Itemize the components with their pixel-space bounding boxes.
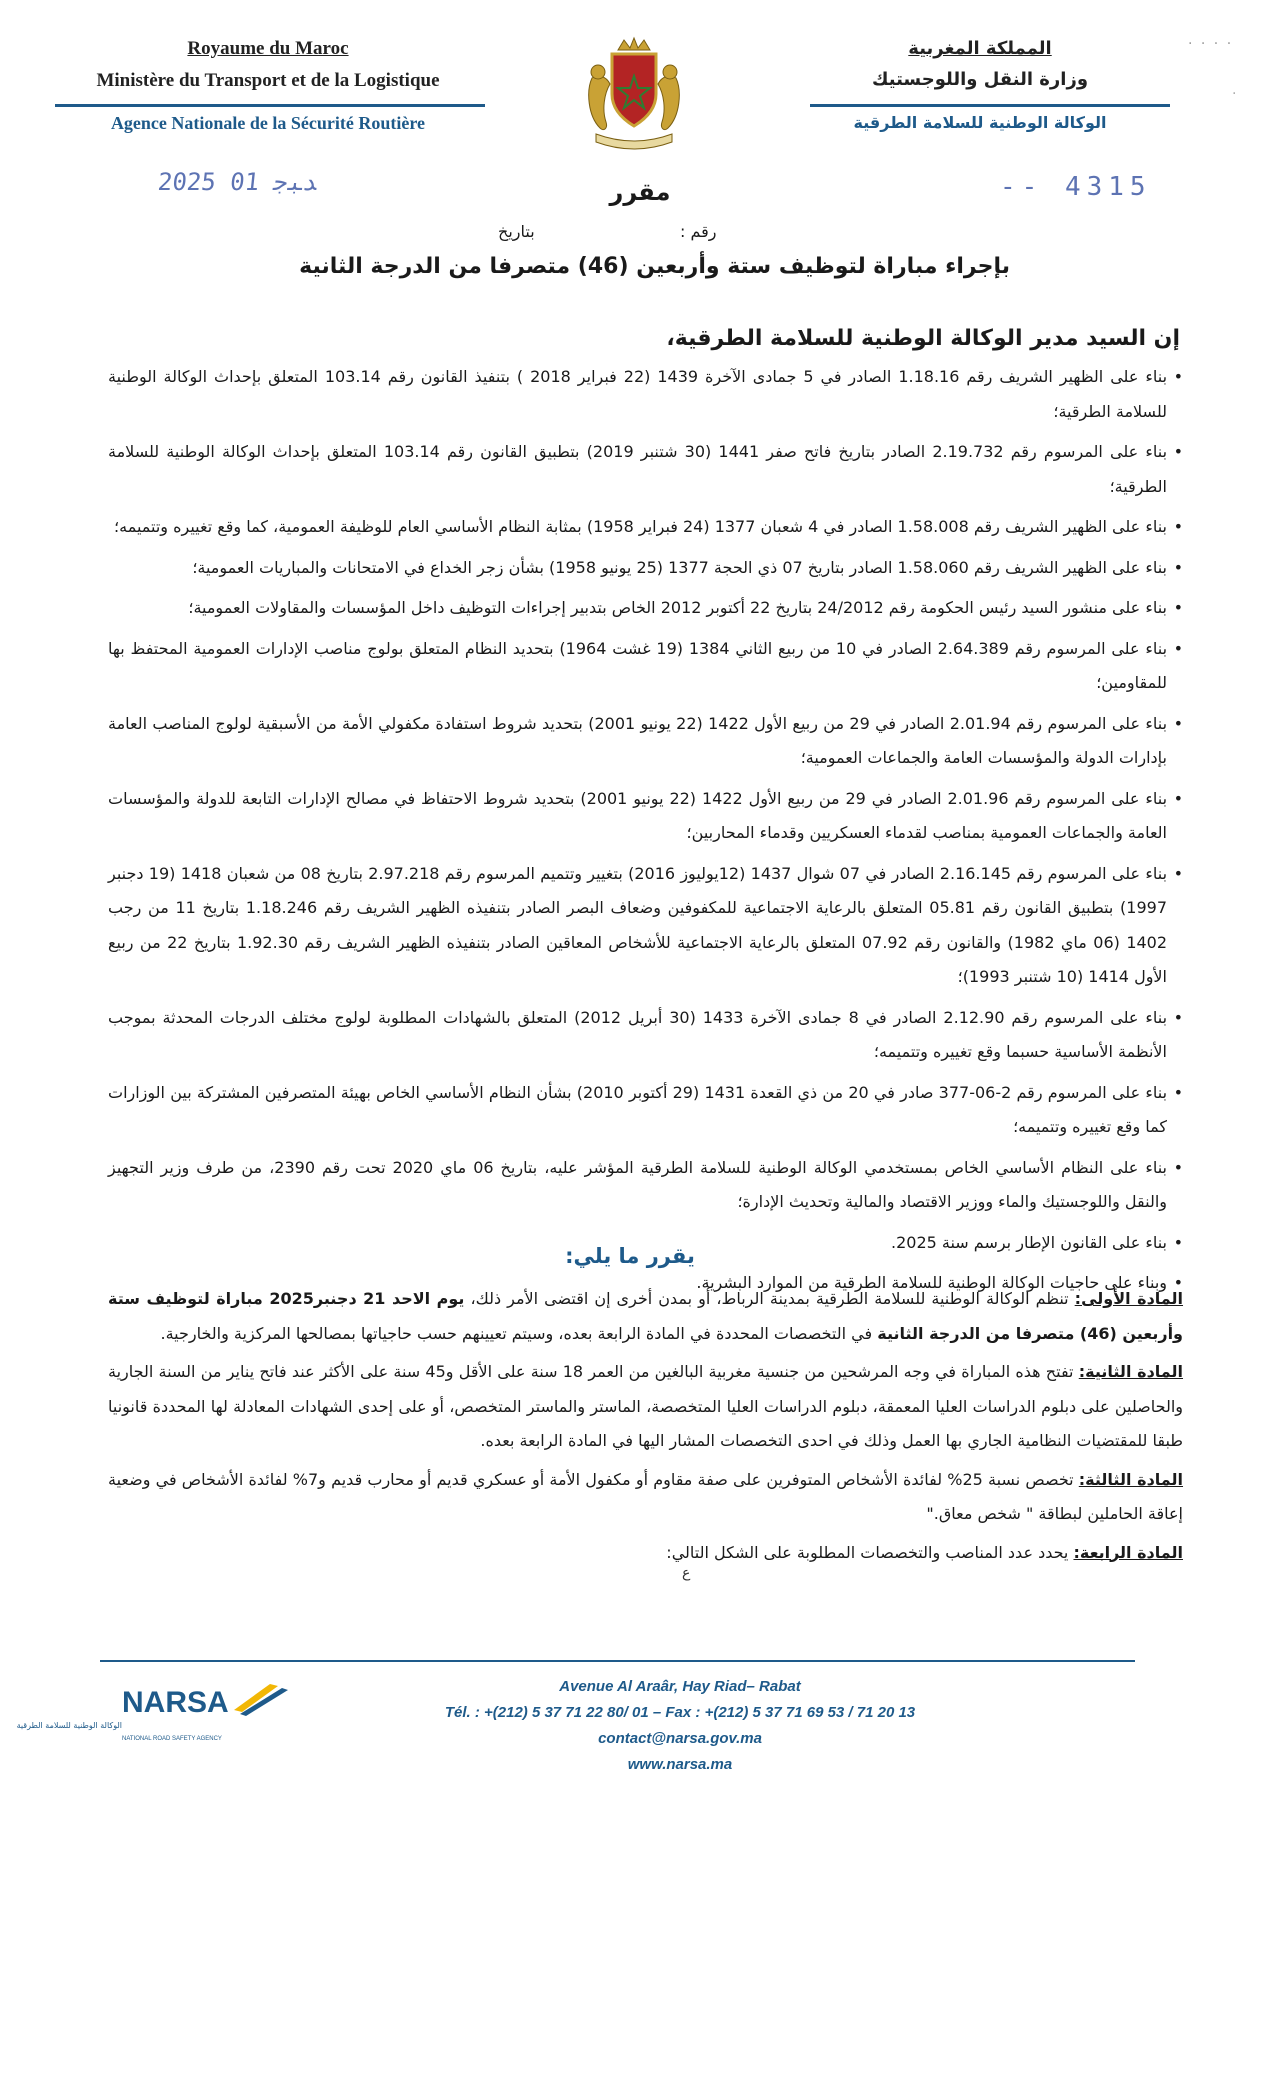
footer-website[interactable]: www.narsa.ma <box>627 1756 733 1773</box>
footer-rule <box>100 1660 1135 1662</box>
recital-item: • بناء على المرسوم رقم 2.19.732 الصادر بتاريخ فاتح صفر 1441 (30 شتنبر 2019) بتطبيق القانون رقم 103.14 المتعلق بإحداث الوكالة الوطنية للسلامة الطرقية؛ <box>108 435 1183 504</box>
footer-phone: Tél. : +(212) 5 37 71 22 80/ 01 – Fax : +(212) 5 37 71 69 53 / 71 20 13 <box>444 1704 916 1721</box>
article-3-text: تخصص نسبة 25% لفائدة الأشخاص المتوفرين على صفة مقاوم أو مكفول الأمة أو عسكري قديم أو محارب قديم و7% لفائدة الأشخاص في وضعية إعاقة الحاملين لبطاقة " شخص معاق." <box>108 1469 1183 1523</box>
recital-item: • بناء على المرسوم رقم 2.01.94 الصادر في 29 من ربيع الأول 1422 (22 يونيو 2001) بتحديد شروط استفادة مكفولي الأمة من الأسبقية لولوج المناصب العامة بإدارات الدولة والمؤسسات العامة والجماعات العمومية؛ <box>108 707 1183 776</box>
decision-subject: بإجراء مباراة لتوظيف ستة وأربعين (46) متصرفا من الدرجة الثانية <box>299 254 1010 279</box>
agency-name-ar: الوكالة الوطنية للسلامة الطرقية <box>853 113 1107 132</box>
agency-name-fr: Agence Nationale de la Sécurité Routière <box>110 113 426 133</box>
recital-item: • بناء على المرسوم رقم 2.01.96 الصادر في 29 من ربيع الأول 1422 (22 يونيو 2001) بتحديد شروط الاحتفاظ في مصالح الإدارات التابعة للدولة والمؤسسات العامة والجماعات العمومية بمناصب لقدماء العسكريين وقدماء المحاربين؛ <box>108 782 1183 851</box>
recital-item: • بناء على القانون الإطار برسم سنة 2025. <box>108 1226 1183 1261</box>
stamped-date: 2025 ﺪﺒﺟ 01 <box>156 168 319 196</box>
footer-address: Avenue Al Araâr, Hay Riad– Rabat <box>559 1678 801 1695</box>
decision-heading: مقرر <box>609 178 671 206</box>
logo-subtitle-en: NATIONAL ROAD SAFETY AGENCY <box>122 1736 222 1742</box>
article-1-text-end: في التخصصات المحددة في المادة الرابعة بعده، وسيتم تعيينهم حسب حاجياتها بمصالحها المركزية والخارجية. <box>160 1323 878 1343</box>
stamped-number: -- 4315 <box>1000 172 1152 202</box>
ministry-title-ar: وزارة النقل واللوجستيك <box>871 69 1089 90</box>
kingdom-title-fr: Royaume du Maroc <box>187 38 349 59</box>
header-arabic <box>830 38 1130 90</box>
stray-mark: ع <box>682 1565 691 1581</box>
article-3 <box>108 1463 1183 1532</box>
article-2 <box>108 1355 1183 1459</box>
recitals-list <box>108 360 1183 1307</box>
recital-item: • بناء على منشور السيد رئيس الحكومة رقم 24/2012 بتاريخ 22 أكتوبر 2012 الخاص بتدبير إجراءات التوظيف داخل المؤسسات والمقاولات العمومية؛ <box>108 591 1183 626</box>
recital-item: • بناء على المرسوم رقم 2-06-377 صادر في 20 من ذي القعدة 1431 (29 أكتوبر 2010) بشأن النظام الأساسي الخاص بهيئة المتصرفين المشتركة بين الوزارات كما وقع تغييره وتتميمه؛ <box>108 1076 1183 1145</box>
header-rule-left <box>55 104 485 107</box>
decides-heading: يقرر ما يلي: <box>565 1244 695 1268</box>
footer-email[interactable]: contact@narsa.gov.ma <box>598 1730 762 1747</box>
logo-wordmark: NARSA <box>122 1686 229 1719</box>
article-2-label: المادة الثانية: <box>1078 1362 1184 1381</box>
article-4-label: المادة الرابعة: <box>1073 1542 1183 1562</box>
article-1-label: المادة الأولى: <box>1074 1289 1184 1308</box>
header-rule-right <box>810 104 1170 107</box>
narsa-logo <box>16 1676 322 1756</box>
coat-of-arms-emblem <box>578 36 690 156</box>
date-label: بتاريخ <box>498 222 535 241</box>
article-1-highlight: يوم الاحد 21 دجنبر2025 مباراة لتوظيف ستة وأربعين (46) متصرفا من الدرجة الثانية <box>108 1289 1183 1343</box>
recital-item: • بناء على الظهير الشريف رقم 1.58.060 الصادر بتاريخ 07 ذي الحجة 1377 (25 يونيو 1958) بشأن زجر الخداع في الامتحانات والمباريات العمومية؛ <box>108 551 1183 586</box>
article-4 <box>108 1536 1183 1571</box>
article-4-text: يحدد عدد المناصب والتخصصات المطلوبة على الشكل التالي: <box>666 1542 1074 1562</box>
logo-subtitle-ar: الوكالة الوطنية للسلامة الطرقية <box>16 1721 122 1730</box>
recital-item: • وبناء على حاجيات الوكالة الوطنية للسلامة الطرقية من الموارد البشرية. <box>108 1266 1183 1301</box>
article-3-label: المادة الثالثة: <box>1078 1469 1184 1489</box>
recital-item: • بناء على الظهير الشريف رقم 1.18.16 الصادر في 5 جمادى الآخرة 1439 (22 فبراير 2018 ) بتنفيذ القانون رقم 103.14 المتعلق بإحداث الوكالة الوطنية للسلامة الطرقية؛ <box>108 360 1183 429</box>
articles-section <box>108 1282 1183 1574</box>
recital-item: • بناء على المرسوم رقم 2.12.90 الصادر في 8 جمادى الآخرة 1433 (30 أبريل 2012) المتعلق بالشهادات المطلوبة لولوج مختلف الدرجات المحدثة بموجب الأنظمة الأساسية حسبما وقع تغييره وتتميمه؛ <box>108 1001 1183 1070</box>
side-tick-mark: · <box>1232 86 1237 102</box>
kingdom-title-ar: المملكة المغربية <box>908 38 1052 59</box>
recital-item: • بناء على الظهير الشريف رقم 1.58.008 الصادر في 4 شعبان 1377 (24 فبراير 1958) بمثابة النظام الأساسي العام للوظيفة العمومية، كما وقع تغييره وتتميمه؛ <box>108 510 1183 545</box>
article-1-text: تنظم الوكالة الوطنية للسلامة الطرقية بمدينة الرباط، أو بمدن أخرى إن اقتضى الأمر ذلك، <box>464 1289 1075 1308</box>
article-2-text: تفتح هذه المباراة في وجه المرشحين من جنسية مغربية البالغين من العمر 18 سنة على الأقل و45 سنة على الأكثر عند فاتح يناير من السنة الجارية والحاصلين على دبلوم الدراسات العليا المعمقة، دبلوم الدراسات العليا المتخصصة، الماستر والماستر المتخصص، أو على إحدى الشهادات المعادلة لها المحددة قانونيا طبقا للمقتضيات النظامية الجاري بها العمل وذلك في احدى التخصصات المشار اليها في المادة الرابعة بعده. <box>108 1362 1183 1450</box>
addressee-line: إن السيد مدير الوكالة الوطنية للسلامة الطرقية، <box>666 326 1180 351</box>
corner-mark: · · · · <box>1188 36 1234 52</box>
recital-item: • بناء على النظام الأساسي الخاص بمستخدمي الوكالة الوطنية للسلامة الطرقية المؤشر عليه، بتاريخ 06 ماي 2020 تحت رقم 2390، من طرف وزير التجهيز والنقل واللوجستيك والماء ووزير الاقتصاد والمالية وتحديث الإدارة؛ <box>108 1151 1183 1220</box>
ministry-title-fr: Ministère du Transport et de la Logistique <box>96 70 440 91</box>
header-french <box>58 38 478 92</box>
recital-item: • بناء على المرسوم رقم 2.16.145 الصادر في 07 شوال 1437 (12يوليوز 2016) بتغيير وتتميم المرسوم رقم 2.97.218 بتاريخ 08 من شعبان 1418 (19 دجنبر 1997) بتطبيق القانون رقم 05.81 المتعلق بالرعاية الاجتماعية للمكفوفين وضعاف البصر الصادر بتنفيذه الظهير الشريف رقم 1.18.246 بتاريخ 11 من رجب 1402 (06 ماي 1982) والقانون رقم 07.92 المتعلق بالرعاية الاجتماعية للأشخاص المعاقين الصادر بتنفيذه الظهير الشريف رقم 1.92.30 بتاريخ 22 من ربيع الأول 1414 (10 شتنبر 1993)؛ <box>108 857 1183 995</box>
article-1 <box>108 1282 1183 1351</box>
footer-contact <box>380 1674 980 1778</box>
recital-item: • بناء على المرسوم رقم 2.64.389 الصادر في 10 من ربيع الثاني 1384 (19 غشت 1964) بتحديد النظام المتعلق بولوج مناصب الإدارات العمومية المحتفظ بها للمقاومين؛ <box>108 632 1183 701</box>
number-label: رقم : <box>680 222 717 241</box>
